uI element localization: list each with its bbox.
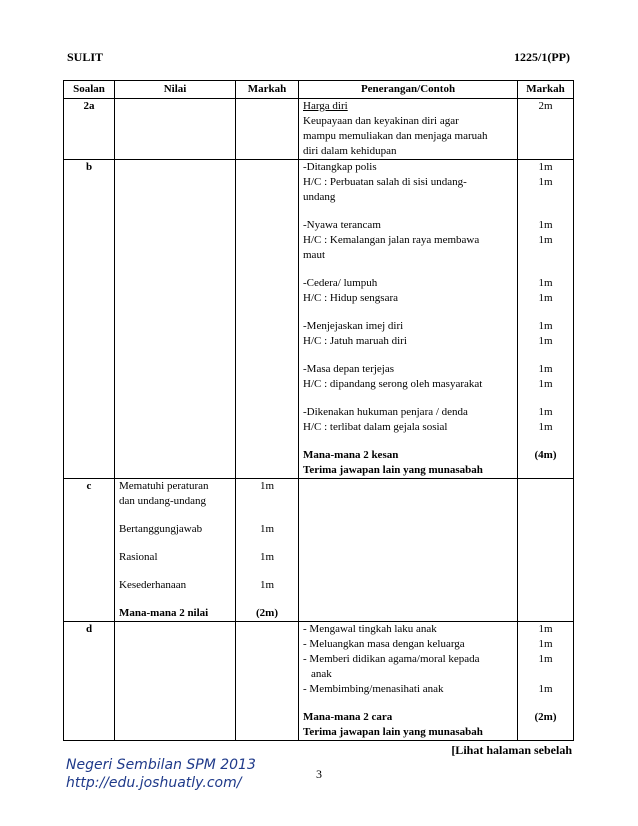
table-header-row [64, 81, 574, 99]
mark: 1m [538, 292, 553, 304]
explain-c [299, 479, 518, 622]
explain-line: - Memberi didikan agama/moral kepada [303, 653, 480, 665]
explain-line: - Meluangkan masa dengan keluarga [303, 638, 465, 650]
explain-line: -Cedera/ lumpuh [303, 277, 378, 289]
nilai-2a [115, 99, 236, 160]
mark: 1m [538, 638, 553, 650]
mark: 1m [538, 219, 553, 231]
explain-line: -Nyawa terancam [303, 219, 381, 231]
mark: 1m [538, 683, 553, 695]
soalan-c: c [64, 479, 115, 622]
explain-line: H/C : Hidup sengsara [303, 292, 399, 304]
mark: 1m [259, 551, 275, 563]
next-page-note: [Lihat halaman sebelah [451, 743, 572, 757]
mark: 1m [538, 277, 553, 289]
explain-summary: Mana-mana 2 kesan [303, 449, 399, 461]
value-line: dan undang-undang [119, 495, 207, 507]
markah-nilai-d [236, 622, 299, 741]
explain-line: - Mengawal tingkah laku anak [303, 623, 437, 635]
explain-line: -Dikenakan hukuman penjara / denda [303, 406, 468, 418]
table-row-d [64, 622, 574, 741]
table-row-c [64, 479, 574, 622]
table-row-b [64, 160, 574, 479]
explain-line: maut [303, 249, 325, 261]
mark-total: (2m) [534, 711, 557, 723]
footer-url[interactable]: http://edu.joshuatly.com/ [66, 775, 242, 791]
mark: 1m [538, 406, 553, 418]
mark: 1m [538, 335, 553, 347]
explain-line: diri dalam kehidupan [303, 145, 397, 157]
col-markah-2: Markah [518, 81, 574, 99]
marking-scheme-table [63, 80, 574, 741]
explain-note: Terima jawapan lain yang munasabah [303, 464, 483, 476]
explain-line: undang [303, 191, 336, 203]
mark: 1m [538, 378, 553, 390]
markah-nilai-b [236, 160, 299, 479]
explain-line: H/C : terlibat dalam gejala sosial [303, 421, 448, 433]
mark: 1m [538, 161, 553, 173]
mark-total: (2m) [256, 607, 278, 619]
explain-line: -Menjejaskan imej diri [303, 320, 404, 332]
value-line: Bertanggungjawab [119, 523, 203, 535]
explain-line: Harga diri [303, 100, 348, 112]
markah-nilai-2a [236, 99, 299, 160]
mark: 1m [538, 421, 553, 433]
explain-line: anak [311, 668, 332, 680]
markah-c [518, 479, 574, 622]
col-markah-1: Markah [236, 81, 299, 99]
explain-note: Terima jawapan lain yang munasabah [303, 726, 483, 738]
soalan-b: b [64, 160, 115, 479]
col-nilai: Nilai [115, 81, 236, 99]
mark: 1m [538, 653, 553, 665]
col-soalan: Soalan [64, 81, 115, 99]
mark: 1m [259, 523, 275, 535]
value-summary: Mana-mana 2 nilai [119, 607, 209, 619]
mark: 1m [538, 623, 553, 635]
mark: 1m [538, 363, 553, 375]
explain-line: H/C : Kemalangan jalan raya membawa [303, 234, 480, 246]
explain-line: Keupayaan dan keyakinan diri agar [303, 115, 459, 127]
soalan-d: d [64, 622, 115, 741]
table-row-2a [64, 99, 574, 160]
explain-b [299, 160, 518, 479]
explain-line: mampu memuliakan dan menjaga maruah [303, 130, 488, 142]
mark: 1m [259, 480, 275, 492]
value-line: Rasional [119, 551, 158, 563]
nilai-d [115, 622, 236, 741]
mark: 1m [538, 234, 553, 246]
explain-2a [299, 99, 518, 160]
explain-line: H/C : dipandang serong oleh masyarakat [303, 378, 483, 390]
col-penerangan: Penerangan/Contoh [299, 81, 518, 99]
explain-d [299, 622, 518, 741]
nilai-c [115, 479, 236, 622]
markah-2a [518, 99, 574, 160]
explain-line: -Masa depan terjejas [303, 363, 395, 375]
header-sulit: SULIT [67, 50, 104, 64]
mark: 1m [259, 579, 275, 591]
footer-source: Negeri Sembilan SPM 2013 [66, 757, 256, 773]
explain-line: -Ditangkap polis [303, 161, 377, 173]
mark: 1m [538, 176, 553, 188]
header-code: 1225/1(PP) [514, 50, 570, 64]
mark-total: (4m) [534, 449, 557, 461]
explain-line: H/C : Perbuatan salah di sisi undang- [303, 176, 467, 188]
soalan-2a: 2a [64, 99, 115, 160]
explain-summary: Mana-mana 2 cara [303, 711, 393, 723]
value-line: Mematuhi peraturan [119, 480, 209, 492]
markah-d [518, 622, 574, 741]
explain-line: - Membimbing/menasihati anak [303, 683, 444, 695]
nilai-b [115, 160, 236, 479]
markah-nilai-c [236, 479, 299, 622]
explain-line: H/C : Jatuh maruah diri [303, 335, 407, 347]
mark: 2m [538, 100, 553, 112]
page-number: 3 [316, 767, 322, 781]
value-line: Kesederhanaan [119, 579, 187, 591]
mark: 1m [538, 320, 553, 332]
markah-b [518, 160, 574, 479]
